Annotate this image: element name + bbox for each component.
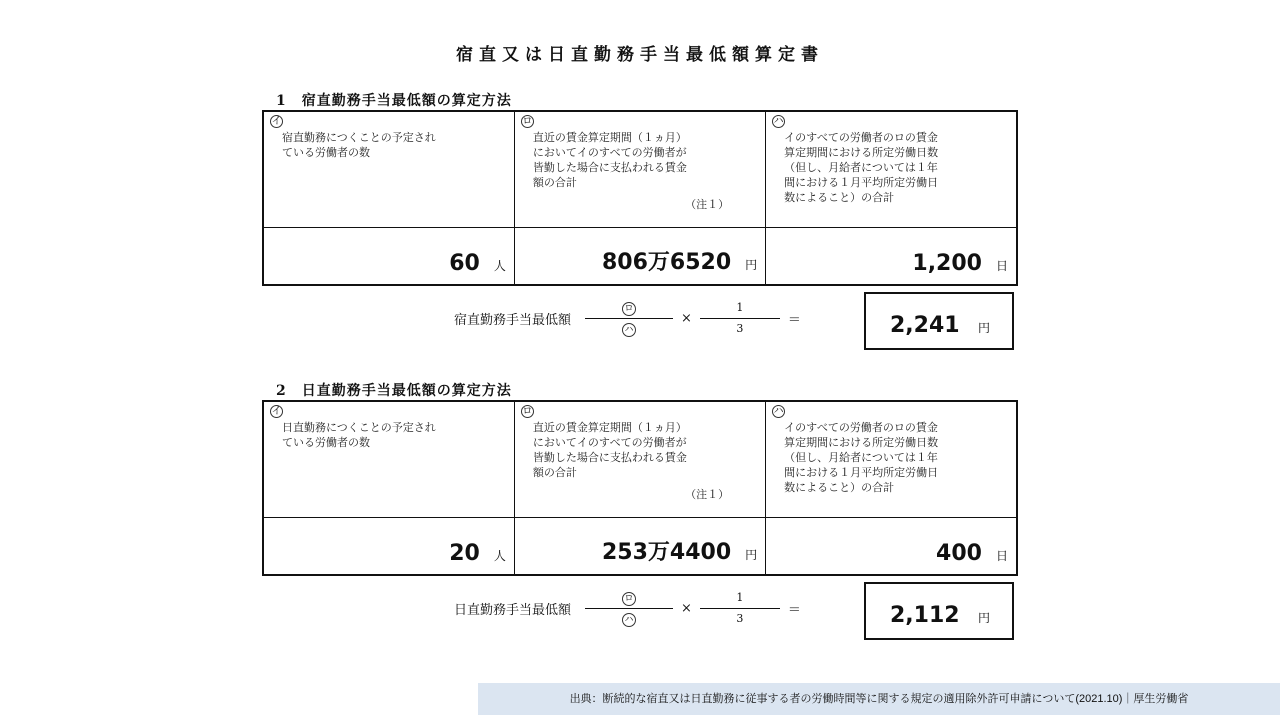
circled-ro-mark: ロ (622, 592, 636, 606)
note-label: （注１） (685, 198, 730, 211)
worker-count-cell (263, 228, 514, 286)
worker-count-cell (263, 518, 514, 576)
formula-label: 宿直勤務手当最低額 (454, 313, 572, 328)
result-value: 2,241 (890, 313, 960, 338)
column-ro-description (514, 111, 765, 228)
night-duty-result-box (864, 292, 1014, 350)
circled-ha-mark: ハ (622, 323, 636, 337)
description-text: 宿直勤務につくことの予定され ている労働者の数 (282, 131, 436, 159)
fraction-numerator: 1 (736, 301, 744, 314)
day-duty-result-box (864, 582, 1014, 640)
equals-sign: ＝ (787, 313, 801, 328)
ro-over-ha-fraction (585, 590, 673, 627)
circled-ro-mark: ロ (622, 302, 636, 316)
note-label: （注１） (685, 488, 730, 501)
wage-total-cell (514, 228, 765, 286)
wage-total-value: 253万4400 (601, 540, 732, 565)
multiply-sign: × (681, 311, 692, 326)
unit-label: 円 (978, 321, 991, 335)
description-text: 直近の賃金算定期間（１ヵ月） においてイのすべての労働者が 皆勤した場合に支払われる賃金 額の合計 (532, 421, 687, 479)
section-1-heading: 1 宿直勤務手当最低額の算定方法 (276, 93, 512, 109)
wage-total-value: 806万6520 (601, 250, 732, 275)
result-value: 2,112 (890, 603, 960, 628)
section-2-heading: 2 日直勤務手当最低額の算定方法 (276, 383, 512, 399)
working-days-cell (766, 228, 1017, 286)
multiply-sign: × (681, 601, 692, 616)
circled-ha-mark: ハ (622, 613, 636, 627)
fraction-denominator: 3 (736, 612, 744, 625)
circled-i-mark: イ (271, 406, 282, 417)
unit-label: 人 (493, 549, 506, 563)
description-text: イのすべての労働者のロの賃金 算定期間における所定労働日数 （但し、月給者については１年 間における１月平均所定労働日 数によること）の合計 (784, 131, 939, 204)
unit-label: 人 (493, 259, 506, 273)
worker-count-value: 60 (449, 251, 480, 276)
equals-sign: ＝ (787, 603, 801, 618)
circled-ro-mark: ロ (522, 116, 533, 127)
working-days-cell (766, 518, 1017, 576)
working-days-value: 400 (936, 541, 982, 566)
section-2-formula (454, 590, 809, 627)
one-third-fraction (700, 590, 780, 627)
section-1-formula (454, 300, 809, 337)
fraction-numerator: 1 (736, 591, 744, 604)
unit-label: 日 (995, 259, 1008, 273)
circled-ro-mark: ロ (522, 406, 533, 417)
description-text: 日直勤務につくことの予定され ている労働者の数 (282, 421, 436, 449)
column-ro-description (514, 401, 765, 518)
one-third-fraction (700, 300, 780, 337)
source-citation: 出典：断続的な宿直又は日直勤務に従事する者の労働時間等に関する規定の適用除外許可申請について(2021.10)｜厚生労働省 (478, 683, 1280, 715)
unit-label: 円 (978, 611, 991, 625)
unit-label: 日 (995, 549, 1008, 563)
description-text: イのすべての労働者のロの賃金 算定期間における所定労働日数 （但し、月給者については１年 間における１月平均所定労働日 数によること）の合計 (784, 421, 939, 494)
circled-ha-mark: ハ (773, 116, 784, 127)
formula-label: 日直勤務手当最低額 (454, 603, 572, 618)
fraction-denominator: 3 (736, 322, 744, 335)
wage-total-cell (514, 518, 765, 576)
page-title: 宿直又は日直勤務手当最低額算定書 (456, 45, 824, 65)
circled-i-mark: イ (271, 116, 282, 127)
unit-label: 円 (745, 258, 758, 272)
column-ha-description (766, 401, 1017, 518)
ro-over-ha-fraction (585, 300, 673, 337)
working-days-value: 1,200 (912, 251, 982, 276)
description-text: 直近の賃金算定期間（１ヵ月） においてイのすべての労働者が 皆勤した場合に支払われる賃金 額の合計 (532, 131, 687, 189)
column-ha-description (766, 111, 1017, 228)
section-2-table (262, 400, 1018, 576)
worker-count-value: 20 (449, 541, 480, 566)
unit-label: 円 (745, 548, 758, 562)
circled-ha-mark: ハ (773, 406, 784, 417)
column-i-description (263, 401, 514, 518)
column-i-description (263, 111, 514, 228)
section-1-table (262, 110, 1018, 286)
